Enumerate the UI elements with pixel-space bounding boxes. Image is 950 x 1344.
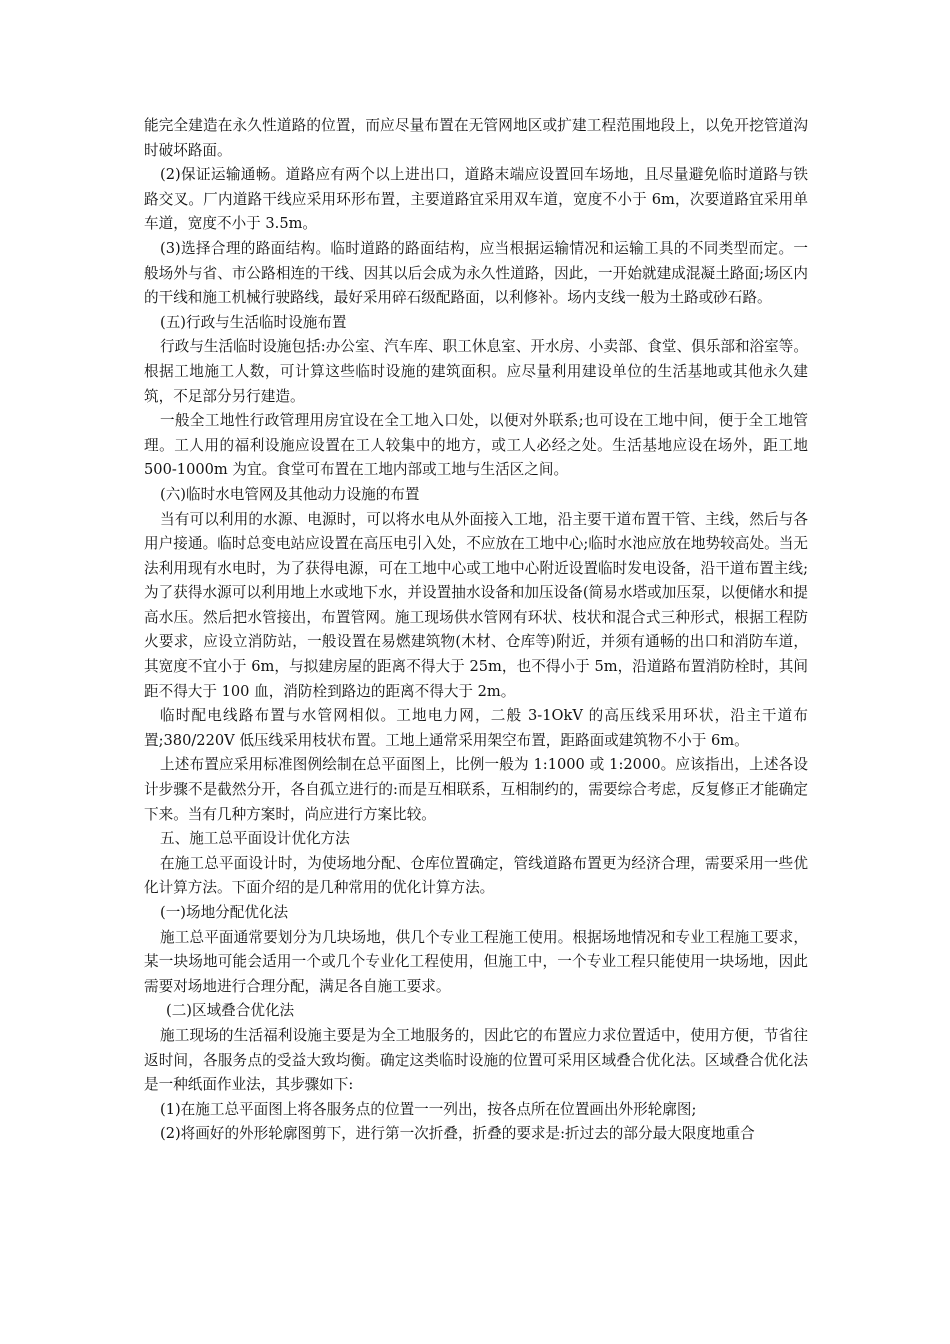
paragraph: 能完全建造在永久性道路的位置，而应尽量布置在无管网地区或扩建工程范围地段上，以免开挖管道沟时破坏路面。 (144, 117, 808, 159)
paragraph: 当有可以利用的水源、电源时，可以将水电从外面接入工地，沿主要干道布置干管、主线，然后与各用户接通。临时总变电站应设置在高压电引入处，不应放在工地中心;临时水池应放在地势较高处。当无法利用现有水电时，为了获得电源，可在工地中心或工地中心附近设置临时发电设备，沿干道布置主线;为了获得水源可以利用地上水或地下水，并设置抽水设备和加压设备(简易水塔或加压泵，以便储水和提高水压。然后把水管接出，布置管网。施工现场供水管网有环状、枝状和混合式三种形式，根据工程防火要求，应设立消防站，一般设置在易燃建筑物(木材、仓库等)附近，并须有通畅的出口和消防车道，其宽度不宜小于 6m，与拟建房屋的距离不得大于 25m，也不得小于 5m，沿道路布置消防栓时，其间距不得大于 100 血，消防栓到路边的距离不得大于 2m。 (144, 510, 808, 700)
paragraph: (2)保证运输通畅。道路应有两个以上进出口，道路末端应设置回车场地，且尽量避免临时道路与铁路交叉。厂内道路干线应采用环形布置，主要道路宜采用双车道，宽度不小于 6m，次要道路宜采用单车道，宽度不小于 3.5m。 (144, 166, 808, 233)
paragraph: 一般全工地性行政管理用房宜设在全工地入口处，以便对外联系;也可设在工地中间，便于全工地管理。工人用的福利设施应设置在工人较集中的地方，或工人必经之处。生活基地应设在场外，距工地 500-1000m 为宜。食堂可布置在工地内部或工地与生活区之间。 (144, 412, 808, 479)
document-page (144, 114, 808, 1147)
section-heading: (六)临时水电管网及其他动力设施的布置 (160, 485, 420, 503)
section-heading: (一)场地分配优化法 (160, 904, 289, 921)
section-heading: 五、施工总平面设计优化方法 (160, 830, 350, 848)
section-heading: (五)行政与生活临时设施布置 (160, 313, 347, 331)
paragraph: 临时配电线路布置与水管网相似。工地电力网，二般 3-1OkV 的高压线采用环状，沿主干道布置;380/220V 低压线采用枝状布置。工地上通常采用架空布置，距路面或建筑物不小于 6m。 (144, 707, 808, 749)
paragraph: (3)选择合理的路面结构。临时道路的路面结构，应当根据运输情况和运输工具的不同类型而定。一般场外与省、市公路相连的干线、因其以后会成为永久性道路，因此，一开始就建成混凝土路面;场区内的干线和施工机械行驶路线，最好采用碎石级配路面，以利修补。场内支线一般为土路或砂石路。 (144, 239, 808, 307)
paragraph: 行政与生活临时设施包括:办公室、汽车库、职工休息室、开水房、小卖部、食堂、俱乐部和浴室等。根据工地施工人数，可计算这些临时设施的建筑面积。应尽量利用建设单位的生活基地或其他永久建筑，不足部分另行建造。 (144, 338, 808, 405)
paragraph: 上述布置应采用标准图例绘制在总平面图上，比例一般为 1:1000 或 1:2000。应该指出，上述各设计步骤不是截然分开，各自孤立进行的:而是互相联系，互相制约的，需要综合考虑，反复修正才能确定下来。当有几种方案时，尚应进行方案比较。 (144, 756, 808, 823)
paragraph: 在施工总平面设计时，为使场地分配、仓库位置确定，管线道路布置更为经济合理，需要采用一些优化计算方法。下面介绍的是几种常用的优化计算方法。 (144, 854, 808, 897)
list-item: (1)在施工总平面图上将各服务点的位置一一列出，按各点所在位置画出外形轮廓图; (160, 1100, 697, 1118)
section-heading: (二)区域叠合优化法 (166, 1002, 295, 1020)
list-item: (2)将画好的外形轮廓图剪下，进行第一次折叠，折叠的要求是:折过去的部分最大限度地重合 (160, 1125, 755, 1143)
paragraph: 施工总平面通常要划分为几块场地，供几个专业工程施工使用。根据场地情况和专业工程施工要求，某一块场地可能会适用一个或几个专业化工程使用，但施工中，一个专业工程只能使用一块场地，因此需要对场地进行合理分配，满足各自施工要求。 (144, 928, 808, 995)
paragraph: 施工现场的生活福利设施主要是为全工地服务的，因此它的布置应力求位置适中，使用方便，节省往返时间，各服务点的受益大致均衡。确定这类临时设施的位置可采用区域叠合优化法。区域叠合优化法是一种纸面作业法，其步骤如下: (144, 1026, 808, 1094)
